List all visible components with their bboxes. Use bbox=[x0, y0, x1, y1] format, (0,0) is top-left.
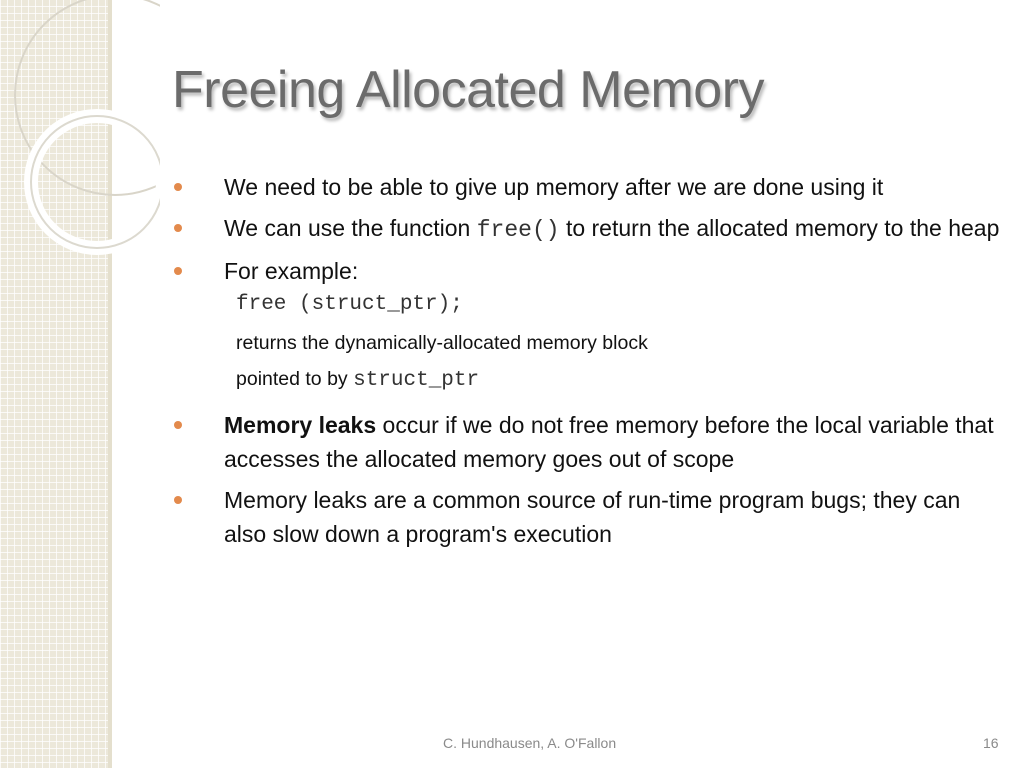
bullet-dot-icon bbox=[174, 224, 182, 232]
bullet-bold-term: Memory leaks bbox=[224, 412, 377, 438]
bullet-item bbox=[174, 408, 1004, 476]
bullet-dot-icon bbox=[174, 183, 182, 191]
bullet-text: occur if we do not free memory before the local variable that accesses the allocated memory goes out of scope bbox=[224, 412, 994, 472]
inline-code: struct_ptr bbox=[353, 369, 480, 392]
example-code: free (struct_ptr); bbox=[236, 293, 463, 316]
bullet-text: We can use the function bbox=[224, 215, 477, 241]
slide-title: Freeing Allocated Memory bbox=[172, 61, 765, 119]
example-explanation-line: returns the dynamically-allocated memory block bbox=[236, 332, 648, 354]
slide-content bbox=[174, 170, 1004, 558]
decorative-circles bbox=[0, 0, 160, 260]
bullet-dot-icon bbox=[174, 496, 182, 504]
inline-code: free() bbox=[476, 217, 560, 243]
bullet-text: We need to be able to give up memory after we are done using it bbox=[224, 174, 884, 200]
page-number: 16 bbox=[983, 735, 999, 751]
bullet-dot-icon bbox=[174, 267, 182, 275]
bullet-text: Memory leaks are a common source of run-time program bugs; they can also slow down a program's execution bbox=[224, 487, 961, 547]
bullet-item bbox=[174, 483, 1004, 551]
example-text: pointed to by bbox=[236, 368, 354, 390]
bullet-text: to return the allocated memory to the heap bbox=[559, 215, 1000, 241]
bullet-item bbox=[174, 170, 1004, 204]
example-explanation-line bbox=[174, 364, 1004, 396]
bullet-text: For example: bbox=[224, 258, 359, 284]
bullet-item bbox=[174, 211, 1004, 247]
footer-authors: C. Hundhausen, A. O'Fallon bbox=[443, 735, 617, 751]
bullet-item bbox=[174, 254, 1004, 288]
bullet-dot-icon bbox=[174, 421, 182, 429]
